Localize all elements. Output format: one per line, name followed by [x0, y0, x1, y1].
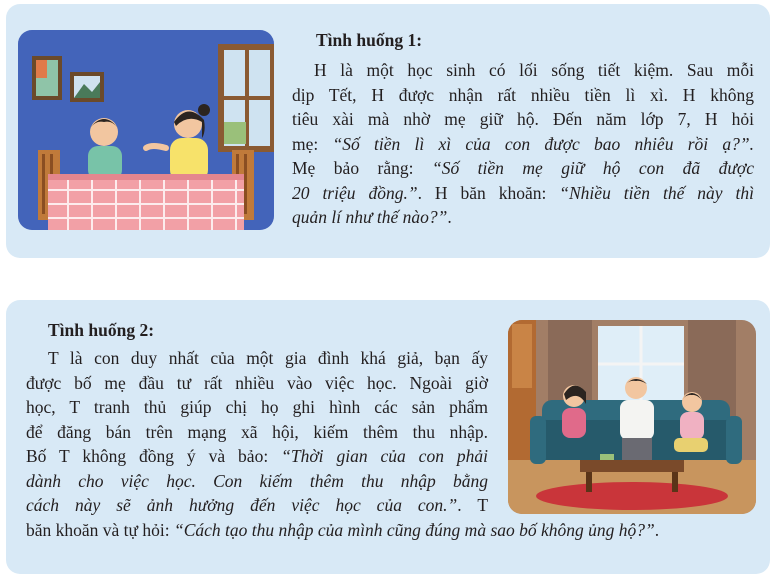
italic-quote-text: “Nhiều tiền thế này thì	[559, 182, 754, 203]
italic-quote-text: quản lí như thế nào?”	[292, 207, 448, 227]
paragraph-line	[292, 156, 754, 181]
text-run: .	[447, 207, 452, 227]
paragraph-line	[26, 444, 488, 469]
situation-2-text	[26, 346, 660, 542]
paragraph-line	[292, 181, 754, 206]
situation-1-title: Tình huống 1:	[316, 30, 423, 50]
paragraph-line: học, T tranh thủ giúp chị họ ghi hình các sản phẩm	[26, 397, 488, 417]
text-run: . T	[457, 495, 489, 515]
italic-quote-text: “Số tiền lì xì của con được bao nhiêu rồi ạ?”.	[332, 133, 754, 154]
paragraph-line: H là một học sinh có lối sống tiết kiệm. Sau mỗi	[314, 60, 754, 80]
italic-quote-text: “Cách tạo thu nhập của mình cũng đúng mà sao bố không ủng hộ?”	[174, 519, 655, 540]
italic-quote-text: cách này sẽ ảnh hưởng đến việc học của con.”	[26, 495, 458, 515]
paragraph-line: để đăng bán trên mạng xã hội, kiếm thêm thu nhập.	[26, 421, 488, 442]
paragraph-line	[26, 493, 488, 518]
text-run: . H băn khoăn:	[417, 182, 560, 203]
italic-quote-text: “Số tiền mẹ giữ hộ con đã được	[431, 158, 754, 178]
paragraph-line: dịp Tết, H được nhận rất nhiều tiền lì xì. H không	[292, 84, 754, 105]
illustration-mother-and-child-at-table	[18, 30, 274, 230]
paragraph-line: tiêu xài mà nhờ mẹ giữ hộ. Đến năm lớp 7, H hỏi	[292, 109, 754, 129]
situation-2-title: Tình huống 2:	[48, 320, 155, 340]
paragraph-line	[292, 132, 754, 157]
text-run: mẹ:	[292, 133, 333, 154]
text-run: Mẹ bảo rằng:	[292, 158, 432, 178]
italic-quote-text: dành cho việc học. Con kiếm thêm thu nhập bằng	[26, 470, 488, 491]
italic-quote-text: 20 triệu đồng.”	[292, 182, 418, 203]
text-run: băn khoăn và tự hỏi:	[26, 519, 174, 540]
paragraph-line	[26, 469, 488, 494]
situation-1-text	[292, 58, 754, 230]
text-run: Bố T không đồng ý và bảo:	[26, 446, 282, 466]
text-run: .	[654, 519, 660, 540]
paragraph-line	[292, 205, 754, 230]
paragraph-line: được bố mẹ đầu tư rất nhiều vào việc học. Ngoài giờ	[26, 372, 488, 393]
illustration-family-on-sofa	[508, 320, 756, 514]
italic-quote-text: “Thời gian của con phải	[281, 446, 488, 466]
paragraph-line: T là con duy nhất của một gia đình khá giả, bạn ấy	[48, 348, 488, 368]
paragraph-line	[26, 518, 660, 543]
